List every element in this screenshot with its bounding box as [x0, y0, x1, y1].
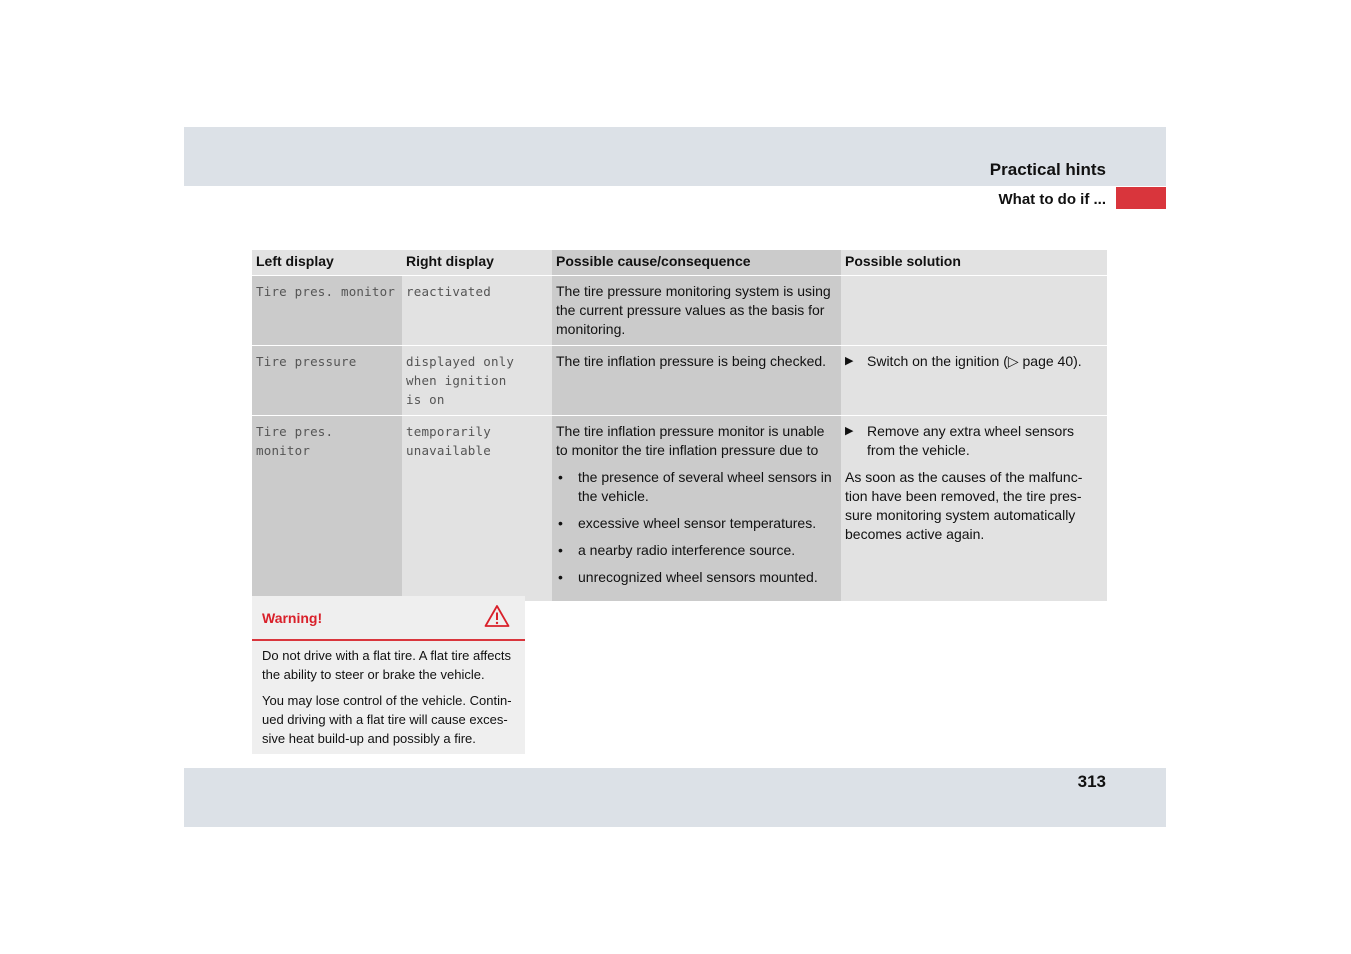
table-row: [252, 416, 1107, 602]
column-header-right-display: Right display: [402, 250, 552, 276]
list-item: • the presence of several wheel sensors in the vehicle.: [556, 468, 838, 506]
column-header-cause: Possible cause/consequence: [552, 250, 841, 276]
right-display-line: is on: [406, 392, 445, 407]
left-display-text: [252, 416, 402, 602]
right-display-text: [402, 416, 552, 602]
cause-cell: [552, 416, 841, 602]
solution-text: [841, 276, 1107, 346]
step-arrow-icon: ▶: [845, 355, 854, 367]
display-messages-table: [252, 250, 1107, 601]
column-header-solution: Possible solution: [841, 250, 1107, 276]
list-item: • a nearby radio interference source.: [556, 541, 838, 560]
warning-paragraph: Do not drive with a flat tire. A flat tire affects the ability to steer or brake the vehicle.: [262, 648, 512, 682]
table-row: [252, 346, 1107, 416]
solution-note: As soon as the causes of the malfunc-tion have been removed, the tire pres-sure monitoring system automatically becomes active again.: [845, 469, 1083, 542]
section-marker-tab: [1116, 187, 1166, 209]
solution-step: [845, 352, 1104, 371]
page-number: 313: [1077, 772, 1106, 791]
table-row: [252, 276, 1107, 346]
solution-step-text: Remove any extra wheel sensors from the vehicle.: [867, 423, 1074, 458]
cause-text: The tire inflation pressure is being checked.: [552, 346, 841, 416]
right-display-text: reactivated: [402, 276, 552, 346]
right-display-line: unavailable: [406, 443, 491, 458]
warning-title: Warning!: [262, 610, 323, 626]
cause-text: The tire pressure monitoring system is using the current pressure values as the basis for monitoring.: [552, 276, 841, 346]
cause-intro: The tire inflation pressure monitor is unable to monitor the tire inflation pressure due to: [556, 423, 825, 458]
step-arrow-icon: ▶: [845, 425, 854, 437]
warning-paragraph: You may lose control of the vehicle. Contin-ued driving with a flat tire will cause exces-sive heat build-up and possibly a fire.: [262, 693, 512, 746]
list-item: • unrecognized wheel sensors mounted.: [556, 568, 838, 587]
section-title: Practical hints: [989, 160, 1106, 179]
right-display-line: temporarily: [406, 424, 491, 439]
column-header-left-display: Left display: [252, 250, 402, 276]
table-header-row: [252, 250, 1107, 276]
right-display-line: when ignition: [406, 373, 507, 388]
warning-triangle-icon: [484, 604, 510, 628]
left-display-line: Tire pres.: [256, 424, 334, 439]
solution-step-text: Switch on the ignition (▷ page 40).: [867, 353, 1082, 369]
subsection-title: What to do if ...: [998, 191, 1106, 208]
solution-cell: [841, 416, 1107, 602]
solution-cell: [841, 346, 1107, 416]
warning-header: [252, 596, 525, 641]
left-display-text: Tire pres. monitor: [252, 276, 402, 346]
right-display-text: [402, 346, 552, 416]
warning-body: [252, 641, 525, 748]
solution-step: [845, 422, 1104, 460]
left-display-text: Tire pressure: [252, 346, 402, 416]
left-display-line: monitor: [256, 443, 311, 458]
footer-band: [184, 768, 1166, 827]
list-item: • excessive wheel sensor temperatures.: [556, 514, 838, 533]
warning-box: [252, 596, 525, 754]
cause-bullet-list: [556, 468, 838, 587]
right-display-line: displayed only: [406, 354, 515, 369]
